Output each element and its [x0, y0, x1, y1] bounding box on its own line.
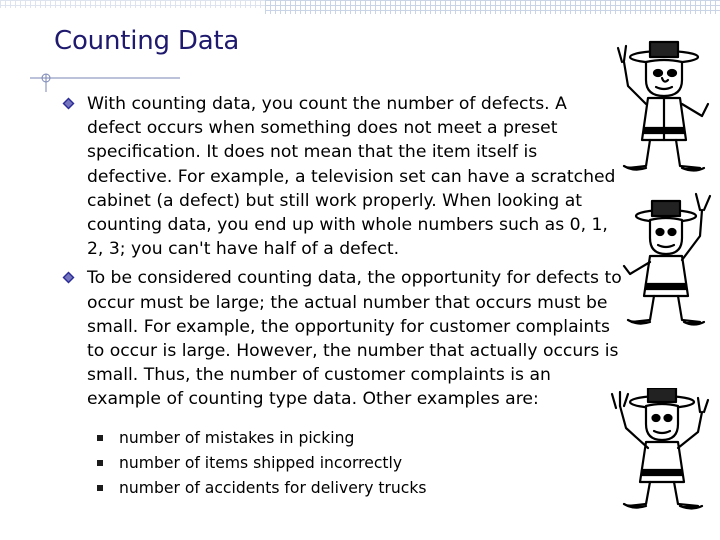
bullet-item: [62, 92, 622, 261]
cartoon-man-hat-icon: [614, 192, 720, 332]
cartoon-man-hat-icon: [602, 388, 716, 514]
sub-bullet-list: [62, 426, 622, 501]
bullet-text: To be considered counting data, the opportunity for defects to occur must be large; the actual number that occurs must be small. For example, the opportunity for customer complaints to occur is large. However, the number that actually occurs is small. Thus, the number of customer complaints is an example of counting type data. Other examples are:: [87, 268, 622, 410]
square-bullet-icon: [97, 485, 103, 491]
diamond-bullet-icon: [62, 271, 75, 284]
sub-bullet-item: [62, 426, 622, 451]
diamond-bullet-icon: [62, 97, 75, 110]
sub-bullet-item: [62, 451, 622, 476]
slide-body: [62, 92, 622, 501]
sub-bullet-text: number of accidents for delivery trucks: [119, 478, 427, 497]
sub-bullet-item: [62, 476, 622, 501]
bullet-text: With counting data, you count the number of defects. A defect occurs when something does not meet a preset specification. It does not mean that the item itself is defective. For example, a television set can have a scratched cabinet (a defect) but still work properly. When looking at counting data, you end up with whole numbers such as 0, 1, 2, 3; you can't have half of a defect.: [87, 94, 616, 260]
sub-bullet-text: number of mistakes in picking: [119, 428, 355, 447]
cartoon-man-hat-icon: [606, 40, 716, 175]
square-bullet-icon: [97, 460, 103, 466]
slide-title: Counting Data: [54, 26, 240, 56]
decorative-grid-top: [265, 0, 720, 14]
sub-bullet-text: number of items shipped incorrectly: [119, 453, 403, 472]
title-underline-ornament: [30, 62, 190, 92]
bullet-item: [62, 266, 622, 411]
decorative-grid-left: [0, 0, 265, 8]
square-bullet-icon: [97, 435, 103, 441]
